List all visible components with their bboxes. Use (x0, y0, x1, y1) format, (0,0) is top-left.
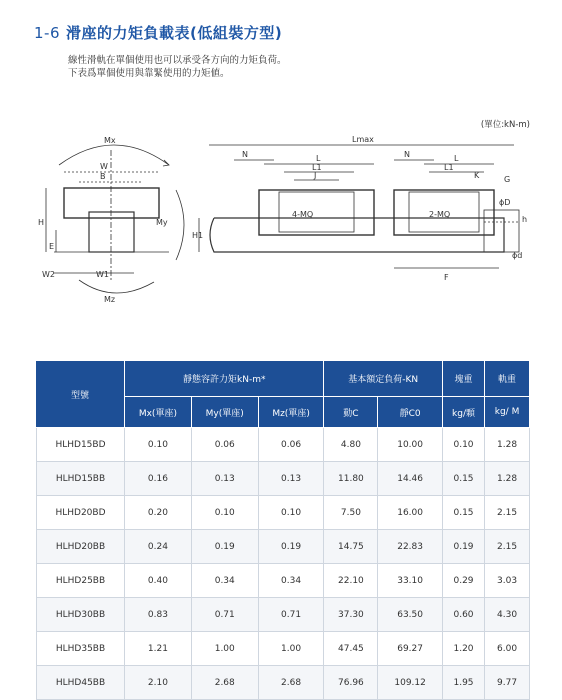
label-b: B (100, 172, 106, 181)
table-row (36, 428, 530, 462)
label-h: H (38, 218, 45, 227)
cell-model: HLHD15BD (36, 428, 125, 462)
table-row (36, 462, 530, 496)
cell-mz: 1.00 (259, 632, 325, 666)
cell-dynamic: 4.80 (324, 428, 378, 462)
cell-mx: 1.21 (125, 632, 192, 666)
cell-my: 2.68 (192, 666, 259, 700)
label-mz: Mz (104, 295, 116, 304)
cell-mz: 0.34 (259, 564, 325, 598)
cell-dynamic: 11.80 (324, 462, 378, 496)
label-screw1: 4-MQ (292, 210, 314, 219)
cell-static: 69.27 (378, 632, 443, 666)
label-n2: N (404, 150, 410, 159)
cell-model: HLHD30BB (36, 598, 125, 632)
cell-model: HLHD20BD (36, 496, 125, 530)
label-j: J (314, 171, 317, 180)
cell-block-weight: 0.15 (443, 496, 485, 530)
cell-model: HLHD35BB (36, 632, 125, 666)
cell-mx: 0.40 (125, 564, 192, 598)
cell-dynamic: 22.10 (324, 564, 378, 598)
label-phi-d-upper: ϕD (499, 198, 511, 207)
page-title (34, 22, 282, 43)
subheader-static: 靜C0 (378, 397, 443, 428)
cell-static: 14.46 (378, 462, 443, 496)
subheader-dynamic: 動C (324, 397, 378, 428)
cell-static: 16.00 (378, 496, 443, 530)
label-l: L (316, 154, 321, 163)
cell-my: 1.00 (192, 632, 259, 666)
label-screw2: 2-MQ (429, 210, 451, 219)
cell-rail-weight: 2.15 (485, 530, 530, 564)
my-arc (176, 190, 184, 260)
unit-note: (單位:kN-m) (480, 120, 530, 130)
table-row (36, 666, 530, 700)
mx-arc (59, 145, 169, 165)
label-g: G (504, 175, 511, 184)
cell-block-weight: 0.60 (443, 598, 485, 632)
cell-mz: 2.68 (259, 666, 325, 700)
cell-mz: 0.19 (259, 530, 325, 564)
cell-mx: 2.10 (125, 666, 192, 700)
cell-dynamic: 37.30 (324, 598, 378, 632)
cell-rail-weight: 6.00 (485, 632, 530, 666)
label-w2: W2 (42, 270, 55, 279)
cell-my: 0.71 (192, 598, 259, 632)
label-l1-2: L1 (444, 163, 454, 172)
subheader-mx: Mx(單座) (125, 397, 192, 428)
label-w1: W1 (96, 270, 109, 279)
subheader-block-unit: kg/顆 (443, 397, 485, 428)
cell-block-weight: 0.15 (443, 462, 485, 496)
table-row (36, 632, 530, 666)
cell-my: 0.19 (192, 530, 259, 564)
subheader-mz: Mz(單座) (259, 397, 325, 428)
cell-my: 0.06 (192, 428, 259, 462)
cell-rail-weight: 3.03 (485, 564, 530, 598)
label-l-2: L (454, 154, 459, 163)
label-h1: H1 (192, 231, 204, 240)
label-f: F (444, 273, 449, 282)
cell-static: 22.83 (378, 530, 443, 564)
label-w: W (100, 162, 108, 171)
section-title: 滑座的力矩負載表(低組裝方型) (66, 24, 283, 42)
cell-static: 10.00 (378, 428, 443, 462)
label-lmax: Lmax (352, 135, 374, 144)
mz-arc (79, 280, 154, 293)
header-rail-weight: 軌重 (485, 361, 530, 397)
header-model: 型號 (36, 361, 125, 428)
cell-block-weight: 0.10 (443, 428, 485, 462)
cell-dynamic: 14.75 (324, 530, 378, 564)
cell-mx: 0.24 (125, 530, 192, 564)
cell-mz: 0.06 (259, 428, 325, 462)
header-block-weight: 塊重 (443, 361, 485, 397)
cell-mx: 0.16 (125, 462, 192, 496)
cell-block-weight: 0.19 (443, 530, 485, 564)
table-row (36, 598, 530, 632)
cell-mz: 0.71 (259, 598, 325, 632)
label-h-small: h (522, 215, 528, 224)
cell-rail-weight: 9.77 (485, 666, 530, 700)
cell-my: 0.34 (192, 564, 259, 598)
description-line-1: 線性滑軌在單個使用也可以承受各方向的力矩負荷。 (68, 55, 287, 66)
table-row (36, 530, 530, 564)
cell-rail-weight: 4.30 (485, 598, 530, 632)
description-line-2: 下表爲單個使用與靠緊使用的力矩値。 (68, 68, 230, 79)
cell-block-weight: 1.95 (443, 666, 485, 700)
cell-model: HLHD45BB (36, 666, 125, 700)
header-rated-load: 基本額定負荷-KN (324, 361, 442, 397)
label-mx: Mx (104, 136, 116, 145)
label-k: K (474, 171, 480, 180)
subheader-rail-unit: kg/ M (485, 397, 530, 428)
cell-my: 0.13 (192, 462, 259, 496)
cell-mz: 0.10 (259, 496, 325, 530)
dimension-diagram (34, 130, 534, 310)
description (68, 54, 287, 80)
cell-static: 109.12 (378, 666, 443, 700)
cell-rail-weight: 1.28 (485, 428, 530, 462)
moment-load-table (36, 361, 530, 700)
label-my: My (156, 218, 168, 227)
cell-mx: 0.10 (125, 428, 192, 462)
cell-static: 33.10 (378, 564, 443, 598)
section-number: 1-6 (34, 24, 60, 42)
label-phi-d-lower: ϕd (512, 251, 523, 260)
table-row (36, 564, 530, 598)
cell-mx: 0.83 (125, 598, 192, 632)
cell-mx: 0.20 (125, 496, 192, 530)
label-n: N (242, 150, 248, 159)
cell-dynamic: 7.50 (324, 496, 378, 530)
table-row (36, 496, 530, 530)
header-static-moment: 靜態容許力矩kN-m* (125, 361, 324, 397)
subheader-my: My(單座) (192, 397, 259, 428)
cell-dynamic: 47.45 (324, 632, 378, 666)
cell-dynamic: 76.96 (324, 666, 378, 700)
cell-mz: 0.13 (259, 462, 325, 496)
cell-model: HLHD20BB (36, 530, 125, 564)
cell-rail-weight: 2.15 (485, 496, 530, 530)
cell-my: 0.10 (192, 496, 259, 530)
label-l1: L1 (312, 163, 322, 172)
cell-block-weight: 0.29 (443, 564, 485, 598)
cell-rail-weight: 1.28 (485, 462, 530, 496)
cell-block-weight: 1.20 (443, 632, 485, 666)
cell-model: HLHD25BB (36, 564, 125, 598)
label-e: E (49, 242, 55, 251)
cell-model: HLHD15BB (36, 462, 125, 496)
cell-static: 63.50 (378, 598, 443, 632)
